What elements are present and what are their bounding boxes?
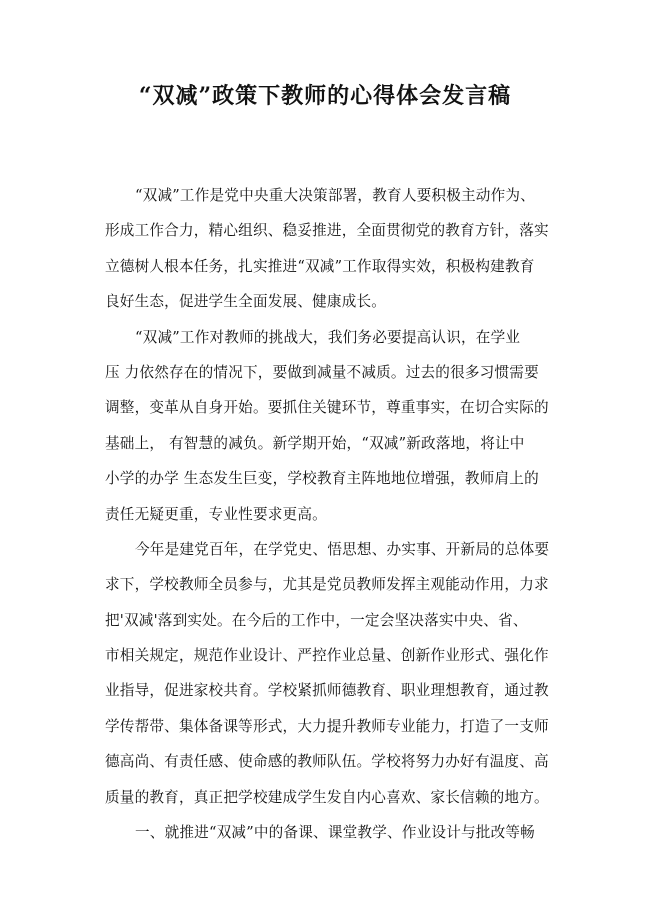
paragraph-2-line-4: 基础上， 有智慧的减负。新学期开始，“双减”新政落地，将让中 xyxy=(105,434,525,452)
paragraph-3-line-1: 今年是建党百年，在学党史、悟思想、办实事、开新局的总体要 xyxy=(135,540,550,558)
paragraph-2-line-1: “双减”工作对教师的挑战大，我们务必要提高认识，在学业 xyxy=(135,328,521,346)
paragraph-4-line-1: 一、就推进“双减”中的备课、课堂教学、作业设计与批改等畅 xyxy=(135,824,535,842)
paragraph-1-line-2: 形成工作合力，精心组织、稳妥推进，全面贯彻党的教育方针，落实 xyxy=(105,222,549,240)
paragraph-3-line-5: 业指导，促进家校共育。学校紧抓师德教育、职业理想教育，通过教 xyxy=(105,682,549,700)
paragraph-3-line-8: 质量的教育，真正把学校建成学生发自内心喜欢、家长信赖的地方。 xyxy=(105,788,549,806)
paragraph-2-line-3: 调整，变革从自身开始。要抓住关键环节，尊重事实，在切合实际的 xyxy=(105,399,549,417)
paragraph-2-line-5: 小学的办学 生态发生巨变，学校教育主阵地地位增强，教师肩上的 xyxy=(105,470,539,488)
paragraph-2-line-2: 压 力依然存在的情况下，要做到减量不减质。过去的很多习惯需要 xyxy=(105,363,539,381)
paragraph-3-line-2: 求下，学校教师全员参与，尤其是党员教师发挥主观能动作用，力求 xyxy=(105,576,549,594)
paragraph-1-line-1: “双减”工作是党中央重大决策部署，教育人要积极主动作为、 xyxy=(135,187,535,204)
paragraph-3-line-4: 市相关规定，规范作业设计、严控作业总量、创新作业形式、强化作 xyxy=(105,647,549,665)
document-title: “双减”政策下教师的心得体会发言稿 xyxy=(138,83,512,109)
paragraph-3-line-6: 学传帮带、集体备课等形式，大力提升教师专业能力，打造了一支师 xyxy=(105,717,549,735)
paragraph-3-line-7: 德高尚、有责任感、使命感的教师队伍。学校将努力办好有温度、高 xyxy=(105,753,549,771)
paragraph-2-line-6: 责任无疑更重，专业性要求更高。 xyxy=(105,505,327,523)
paragraph-1-line-3: 立德树人根本任务，扎实推进“双减”工作取得实效，积极构建教育 xyxy=(105,257,535,275)
paragraph-3-line-3: 把'双减'落到实处。在今后的工作中，一定会坚决落实中央、省、 xyxy=(105,611,528,629)
document-body xyxy=(105,178,575,850)
paragraph-1-line-4: 良好生态，促进学生全面发展、健康成长。 xyxy=(105,293,387,311)
